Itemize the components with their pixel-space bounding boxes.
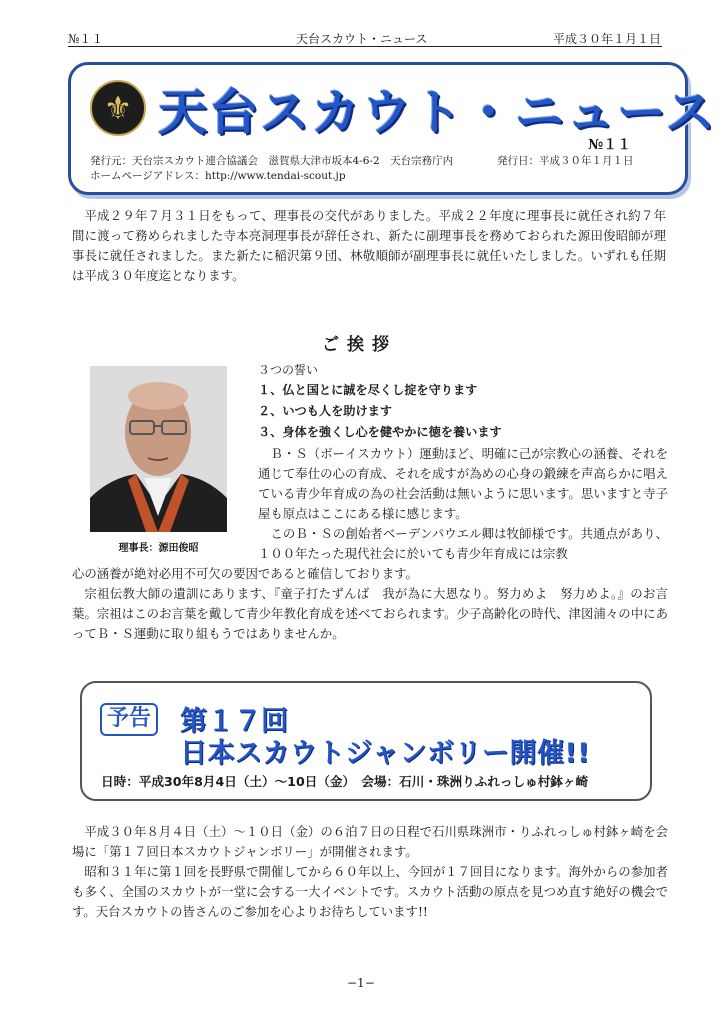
header-title: 天台スカウト・ニュース (296, 32, 428, 46)
vow-item: ３、身体を強くし心を健やかに徳を養います (258, 425, 502, 439)
chairman-photo (90, 366, 227, 532)
greeting-heading: ご挨拶 (322, 335, 397, 355)
jamboree-title-line2: 日本スカウトジャンボリー開催!! (180, 738, 591, 769)
homepage-url: ホームページアドレス：http://www.tendai-scout.jp (90, 170, 346, 182)
header-issue: №１１ (68, 32, 104, 46)
jamboree-date-venue: 日時：平成30年8月4日（土）〜10日（金） 会場：石川・珠洲りふれっしゅ村鉢ヶ崎 (101, 774, 589, 789)
masthead-issue: №１１ (588, 137, 632, 153)
greeting-paragraph: このＢ・Ｓの創始者ベーデンパウエル卿は牧師様です。共通点があり、１００年たった現代社会に於いても青少年育成には宗教 (258, 526, 668, 561)
masthead-title: 天台スカウト・ニュース (158, 84, 717, 141)
issue-date: 発行日：平成３０年１月１日 (497, 155, 634, 167)
vows-title: ３つの誓い (258, 363, 319, 377)
founder-paragraph: 宗祖伝教大師の遺訓にあります、『童子打たずんば 我が為に大恩なり。努力めよ 努力めよ。』のお言葉。宗祖はこのお言葉を戴して青少年教化育成を述べておられます。少子高齢化の時代、津図浦々の中にあってＢ・Ｓ運動に取り組もうではありませんか。 (72, 586, 668, 641)
jamboree-paragraph: 昭和３１年に第１回を長野県で開催してから６０年以上、今回が１７回目になります。海外からの参加者も多く、全国のスカウトが一堂に会する一大イベントです。スカウト活動の原点を見つめ直す絶好の機会です。天台スカウトの皆さんのご参加を心よりお待ちしています!! (72, 864, 668, 919)
vow-item: １、仏と国とに誠を尽くし掟を守ります (258, 383, 478, 397)
greeting-paragraph: Ｂ・Ｓ（ボーイスカウト）運動ほど、明確に己が宗教心の涵養、それを通じて奉仕の心の育成、それを成すが為めの心身の鍛練を声高らかに唱えている青少年育成の為の社会活動は無いように思います。思いますと寺子屋も原点はここにある様に感じます。 (258, 446, 668, 521)
fleur-de-lis-icon: ⚜ (103, 89, 133, 127)
greeting-paragraph: 心の涵養が絶対必用不可欠の要因であると確信しております。 (72, 566, 418, 581)
photo-caption: 理事長：源田俊昭 (118, 543, 199, 554)
notice-badge: 予告 (100, 703, 158, 736)
jamboree-title-line1: 第１７回 (180, 706, 288, 737)
scout-emblem-icon (90, 80, 146, 136)
intro-paragraph: 平成２９年７月３１日をもって、理事長の交代がありました。平成２２年度に理事長に就任され約７年間に渡って務められました寺本亮洞理事長が辞任され、新たに副理事長を務めておられた源田俊昭師が理事長に就任されました。また新たに稲沢第９団、林敬順師が副理事長に就任いたしました。いずれも任期は平成３０年度迄となります。 (72, 208, 666, 283)
greeting-body-right (258, 444, 668, 564)
page-number: −1− (347, 976, 375, 990)
vow-item: ２、いつも人を助けます (258, 404, 393, 418)
publisher-address: 発行元：天台宗スカウト連合協議会 滋賀県大津市坂本4-6-2 天台宗務庁内 (90, 155, 454, 167)
jamboree-body (72, 822, 668, 922)
jamboree-paragraph: 平成３０年８月４日（土）〜１０日（金）の６泊７日の日程で石川県珠洲市・りふれっしゅ村鉢ヶ崎を会場に「第１７回日本スカウトジャンボリー」が開催されます。 (72, 824, 668, 859)
header-date: 平成３０年１月１日 (553, 32, 662, 46)
header-rule (68, 46, 662, 47)
greeting-body-full (72, 564, 668, 644)
